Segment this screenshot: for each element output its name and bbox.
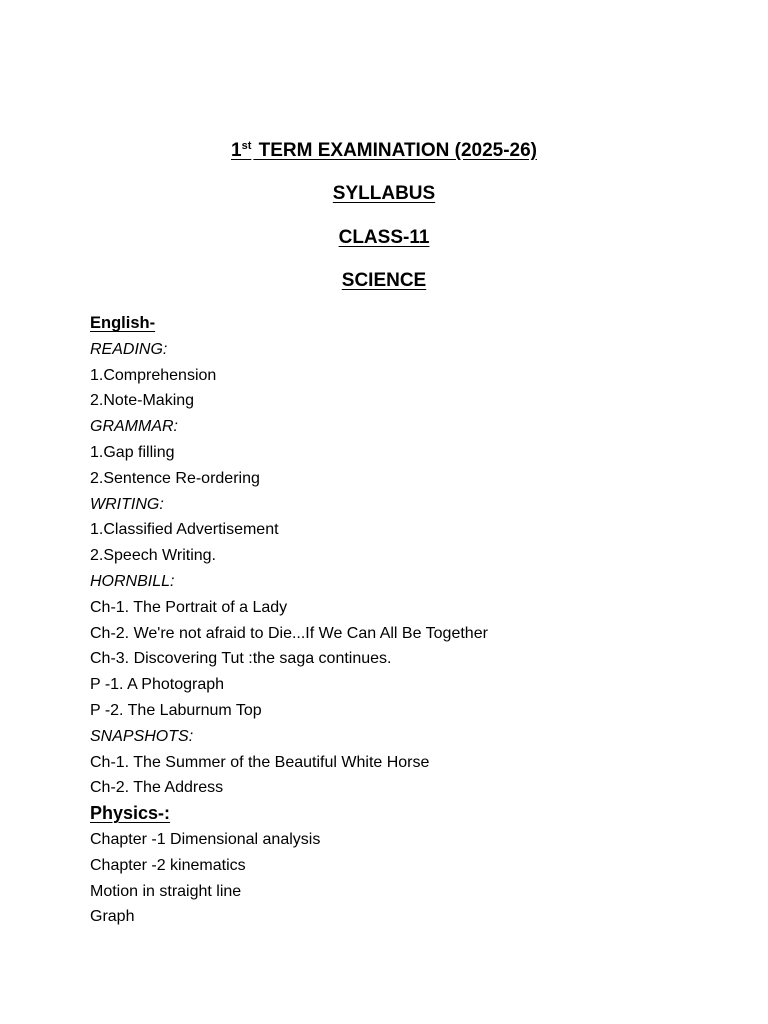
writing-label: WRITING: [90,495,164,513]
list-item: Graph [90,908,135,926]
syllabus-heading: SYLLABUS [332,183,436,204]
list-item: Ch-2. We're not afraid to Die...If We Can All Be Together [90,624,488,642]
list-item: Chapter -2 kinematics [90,856,246,874]
physics-heading: Physics-: [90,803,171,824]
list-item: 2.Note-Making [90,392,195,410]
list-item: P -2. The Laburnum Top [90,701,262,719]
class-heading: CLASS-11 [338,227,430,248]
list-item: 1.Classified Advertisement [90,521,279,539]
english-heading: English- [90,314,156,332]
exam-title-text: TERM EXAMINATION (2025-26) [253,140,537,161]
list-item: Motion in straight line [90,882,242,900]
list-item: Ch-3. Discovering Tut :the saga continues. [90,650,392,668]
list-item: 2.Speech Writing. [90,547,216,565]
exam-title-number: 1 [231,140,242,161]
hornbill-label: HORNBILL: [90,572,175,590]
list-item: 1.Gap filling [90,443,175,461]
list-item: Chapter -1 Dimensional analysis [90,830,321,848]
exam-title-ordinal: st [241,140,252,152]
list-item: Ch-1. The Portrait of a Lady [90,598,288,616]
list-item: P -1. A Photograph [90,676,225,694]
exam-title [0,139,768,165]
stream-heading: SCIENCE [341,270,427,291]
list-item: Ch-1. The Summer of the Beautiful White Horse [90,753,430,771]
reading-label: READING: [90,340,168,358]
list-item: 1.Comprehension [90,366,217,384]
snapshots-label: SNAPSHOTS: [90,727,194,745]
list-item: 2.Sentence Re-ordering [90,469,260,487]
syllabus-content [90,311,730,930]
list-item: Ch-2. The Address [90,779,224,797]
grammar-label: GRAMMAR: [90,418,178,436]
